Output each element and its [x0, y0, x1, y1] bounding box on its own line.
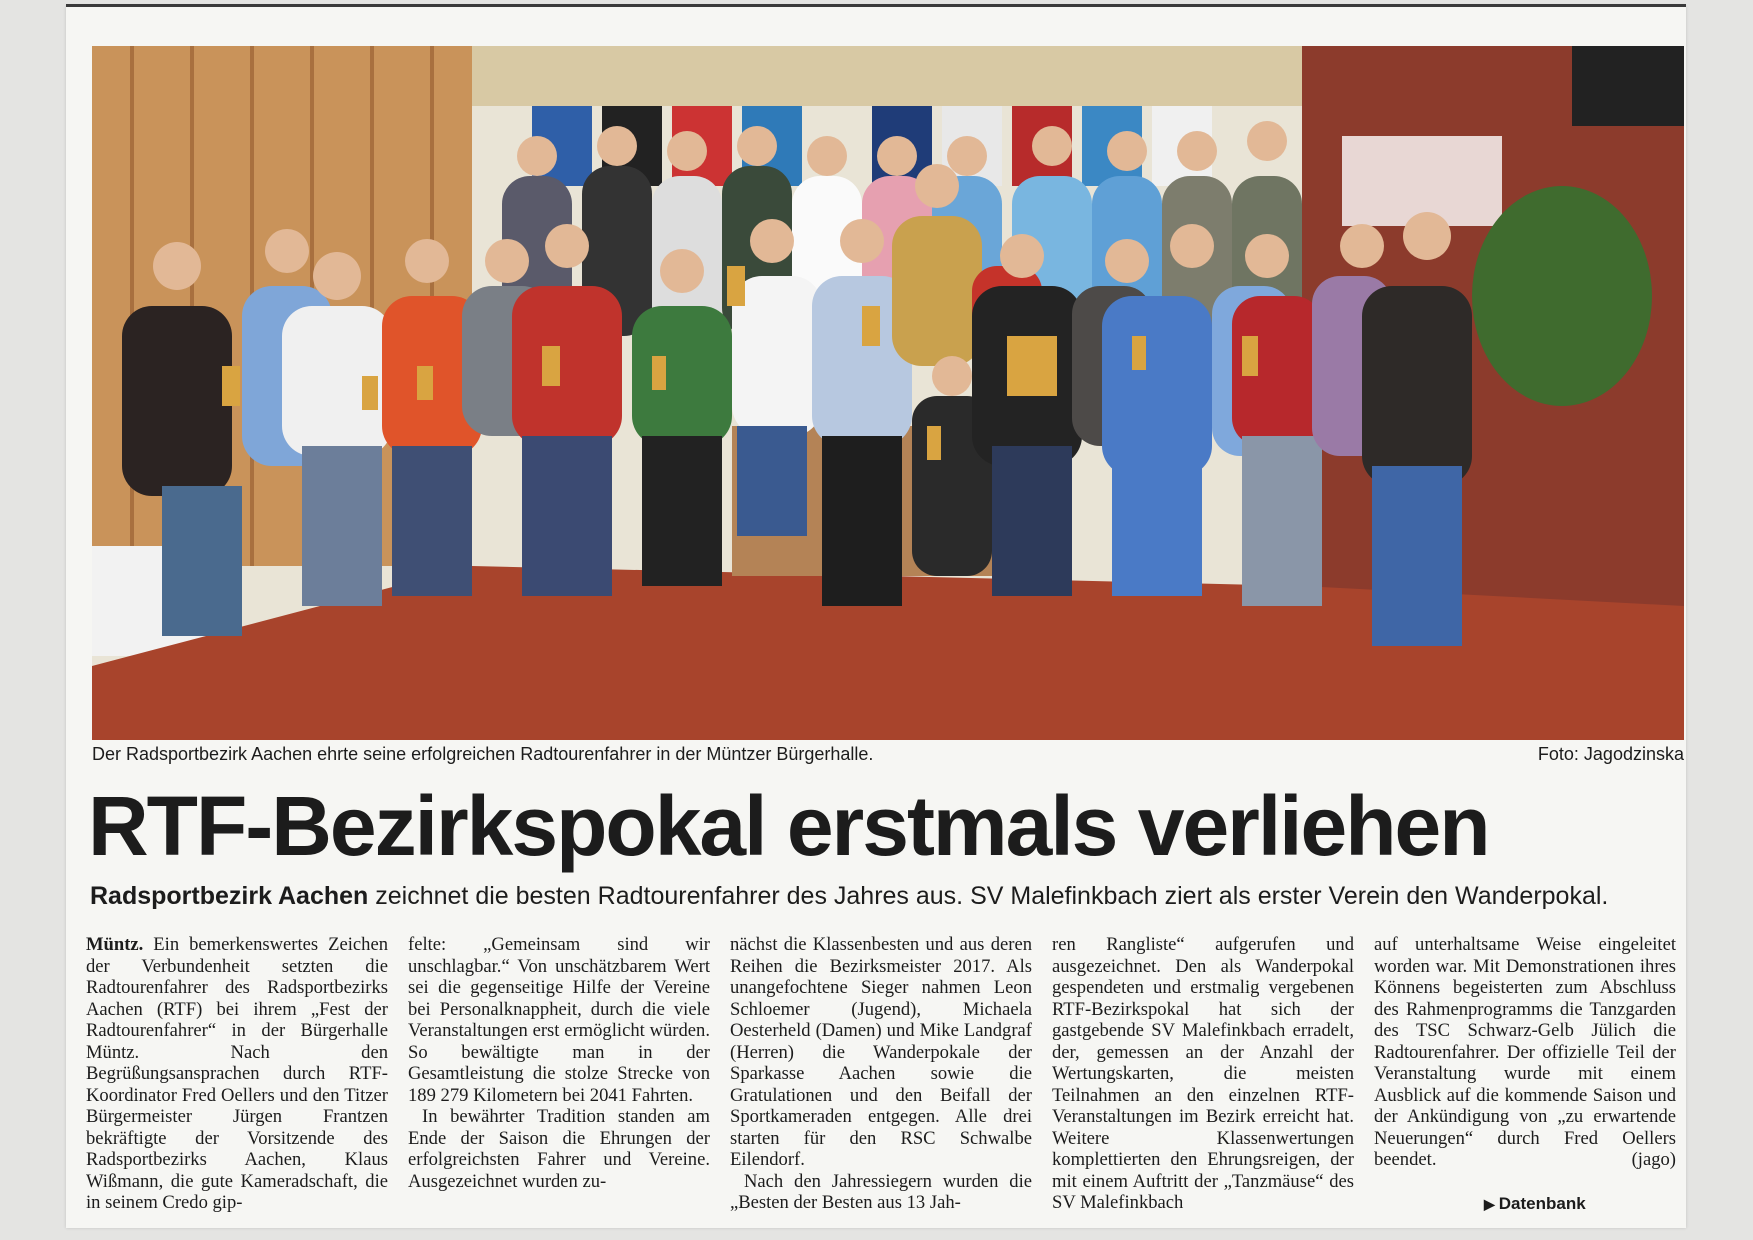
photo-caption: Der Radsportbezirk Aachen ehrte seine erfolgreichen Radtourenfahrer in der Müntzer Bürgerhalle.	[92, 744, 874, 764]
article-column-4	[1052, 934, 1354, 1214]
article-column-5	[1374, 934, 1676, 1171]
column-4-text: ren Rangliste“ aufgerufen und ausgezeichnet. Den als Wanderpokal gespendeten und erstmalig vergebenen RTF-Bezirkspokal hat sich der gastgebende SV Malefinkbach erradelt, der, gemessen an der Anzahl der Wertungskarten, die meisten Teilnahmen an den einzelnen RTF-Veranstaltungen im Bezirk erreicht hat. Weitere Klassenwertungen komplettierten den Ehrungsreigen, der mit einem Auftritt der „Tanzmäuse“ des SV Malefinkbach	[1052, 934, 1354, 1213]
article-column-2	[408, 934, 710, 1192]
top-rule	[66, 4, 1686, 7]
headline: RTF-Bezirkspokal erstmals verliehen	[88, 779, 1489, 873]
article-body	[86, 934, 1686, 1214]
database-reference[interactable]	[1484, 1194, 1586, 1214]
column-1-text: Ein bemerkenswertes Zeichen der Verbundenheit setzten die Radtourenfahrer des Radsportbezirks Aachen (RTF) bei ihrem „Fest der Radtourenfahrer“ in der Bürgerhalle Müntz. Nach den Begrüßungsansprachen durch RTF-Koordinator Fred Oellers und den Titzer Bürgermeister Jürgen Frantzen bekräftigte der Vorsitzende des Radsportbezirks Aachen, Klaus Wißmann, die gute Kameradschaft, die in seinem Credo gip-	[86, 934, 388, 1213]
column-3-paragraph-2: Nach den Jahressiegern wurden die „Besten der Besten aus 13 Jah-	[730, 1170, 1032, 1213]
dateline: Müntz.	[86, 934, 144, 955]
play-arrow-icon: ▶	[1484, 1196, 1495, 1212]
column-2-paragraph-2: In bewährter Tradition standen am Ende der Saison die Ehrungen der erfolgreichsten Fahrer und Vereine. Ausgezeichnet wurden zu-	[408, 1106, 710, 1192]
database-reference-label: Datenbank	[1498, 1194, 1586, 1213]
article-column-1	[86, 934, 388, 1214]
photo-caption-row	[92, 744, 1684, 770]
article-column-3	[730, 934, 1032, 1214]
column-2-paragraph-1: felte: „Gemeinsam sind wir unschlagbar.“ Von unschätzbarem Wert sei die gegenseitige Hilfe der Vereine bei Personalknappheit, durch die viele Veranstaltungen erst ermöglicht würden. So bewältigte man in der Gesamtleistung die stolze Strecke von 189 279 Kilometern bei 2041 Fahrten.	[408, 934, 710, 1106]
subheadline	[90, 882, 1690, 911]
group-photo	[92, 46, 1684, 740]
subheadline-bold: Radsportbezirk Aachen	[90, 882, 369, 910]
subheadline-text: zeichnet die besten Radtourenfahrer des Jahres aus. SV Malefinkbach ziert als erster Verein den Wanderpokal.	[368, 882, 1609, 910]
column-5-text: auf unterhaltsame Weise eingeleitet worden war. Mit Demonstrationen ihres Könnens begeisterten zum Abschluss des Rahmenprogramms die Tanzgarden des TSC Schwarz-Gelb Jülich die Radtourenfahrer. Der offizielle Teil der Veranstaltung wurde mit einem Ausblick auf die kommende Saison und der Ankündigung von „zu erwartende Neuerungen“ durch Fred Oellers beendet.	[1374, 934, 1676, 1170]
group-photo-illustration	[92, 46, 1684, 740]
author-signoff: (jago)	[1631, 1149, 1676, 1170]
column-3-paragraph-1: nächst die Klassenbesten und aus deren Reihen die Bezirksmeister 2017. Als unangefochtene Sieger nahmen Leon Schloemer (Jugend), Michaela Oesterheld (Damen) und Mike Landgraf (Herren) die Wanderpokale der Sparkasse Aachen sowie die Gratulationen und den Beifall der Sportkameraden entgegen. Alle drei starten für den RSC Schwalbe Eilendorf.	[730, 934, 1032, 1170]
photo-credit: Foto: Jagodzinska	[1537, 744, 1684, 764]
